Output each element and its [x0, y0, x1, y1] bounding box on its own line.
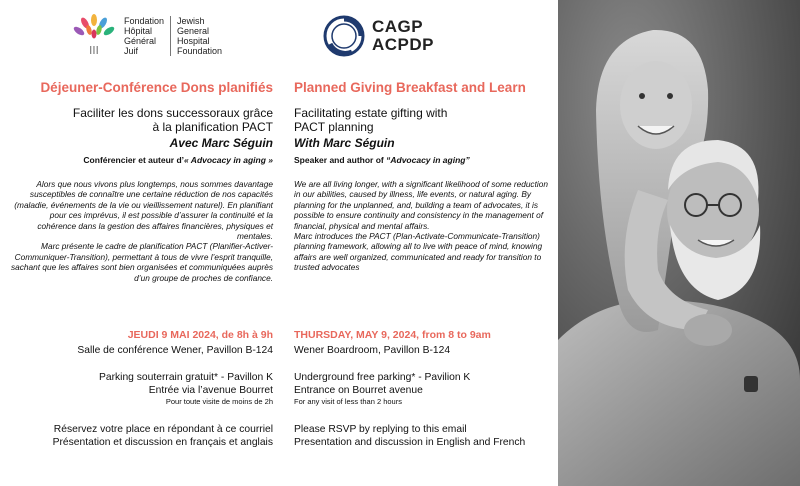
english-title: Planned Giving Breakfast and Learn	[294, 80, 526, 95]
french-location: Salle de conférence Wener, Pavillon B-124	[77, 345, 273, 356]
french-author-book: « Advocacy in aging »	[184, 155, 273, 165]
french-visit-note: Pour toute visite de moins de 2h	[165, 397, 273, 406]
cagp-line: CAGP	[372, 17, 424, 36]
french-author: Avec Marc Séguin	[169, 136, 273, 150]
french-subtitle-line-2: à la planification PACT	[152, 120, 273, 134]
french-column	[10, 80, 273, 283]
english-language: Presentation and discussion in English and French	[294, 437, 526, 448]
french-subtitle	[10, 106, 273, 134]
english-author-role	[294, 155, 554, 166]
french-language: Présentation et discussion en français et anglais	[52, 437, 273, 448]
french-entrance: Entrée via l’avenue Bourret	[148, 385, 273, 396]
english-entrance: Entrance on Bourret avenue	[294, 385, 423, 396]
french-rsvp: Réservez votre place en répondant à ce courriel	[53, 424, 273, 435]
grandfather-granddaughter-photo	[558, 0, 800, 486]
english-visit-note: For any visit of less than 2 hours	[294, 397, 402, 406]
french-subtitle-line-1: Faciliter les dons successoraux grâce	[72, 106, 273, 120]
english-author: With Marc Séguin	[294, 136, 395, 150]
logo-divider	[170, 16, 171, 56]
english-author-role-prefix: Speaker and author of	[294, 155, 387, 165]
fh-line-3: Général	[124, 36, 157, 46]
fh-tree-logo-icon	[70, 12, 118, 60]
fh-line-1: Fondation	[124, 16, 165, 26]
fh-line-4: Juif	[124, 46, 139, 56]
french-body-paragraph-1: Alors que nous vivons plus longtemps, nous sommes davantage susceptibles de connaître une certaine réduction de nos capacités (maladie, événements de la vie ou vieillissement naturel). En planifiant pour ces imprévus, il est possible d’assurer la continuité et la cohérence dans la gestion des affaires financières, physiques et mentales.	[14, 179, 273, 242]
english-body	[294, 179, 554, 273]
french-event-details	[10, 329, 273, 449]
english-column	[294, 80, 554, 273]
french-body-paragraph-2: Marc présente le cadre de planification PACT (Planifier-Activer-Communiquer-Transition), permettant à tous de vivre l’esprit tranquille, sachant que les affaires sont bien organisées et communiquées auprès d’un groupe de proches de confiance.	[11, 241, 273, 283]
english-body-paragraph-2: Marc introduces the PACT (Plan-Activate-Communicate-Transition) planning framework, allowing all to live with peace of mind, knowing affairs are well organized, communicated and ready for transition to trusted advocates	[294, 231, 543, 273]
jghf-line-2: General	[177, 26, 210, 36]
french-body	[10, 179, 273, 283]
english-parking: Underground free parking* - Pavilion K	[294, 372, 471, 383]
english-event-details	[294, 329, 554, 449]
acpdp-line: ACPDP	[372, 35, 435, 54]
french-title: Déjeuner-Conférence Dons planifiés	[40, 80, 273, 95]
english-subtitle-line-1: Facilitating estate gifting with	[294, 106, 448, 120]
french-author-role-prefix: Conférencier et auteur d’	[83, 155, 185, 165]
french-parking: Parking souterrain gratuit* - Pavillon K	[99, 372, 273, 383]
english-subtitle	[294, 106, 554, 134]
fh-logo	[70, 8, 270, 64]
french-author-role	[10, 155, 273, 166]
fh-logo-text-fr	[124, 16, 164, 56]
fh-line-2: Hôpital	[124, 26, 153, 36]
english-body-paragraph-1: We are all living longer, with a significant likelihood of some reduction in our abilities, caused by illness, life events, or natural aging. By planning for the unplanned, and, building a team of advocates, it is possible to ensure continuity and consistency in the management of financial, physical and mental affairs.	[294, 179, 548, 231]
french-date: JEUDI 9 MAI 2024, de 8h à 9h	[127, 329, 273, 341]
fh-logo-text-en	[177, 16, 222, 56]
cagp-logo	[322, 8, 482, 64]
jghf-line-3: Hospital	[177, 36, 210, 46]
cagp-ring-logo-icon	[322, 14, 366, 58]
english-rsvp: Please RSVP by replying to this email	[294, 424, 467, 435]
english-subtitle-line-2: PACT planning	[294, 120, 374, 134]
english-date: THURSDAY, MAY 9, 2024, from 8 to 9am	[294, 329, 491, 341]
cagp-logo-text	[372, 18, 434, 54]
english-location: Wener Boardroom, Pavillon B-124	[294, 345, 451, 356]
english-author-book: “Advocacy in aging”	[386, 155, 470, 165]
jghf-line-1: Jewish	[177, 16, 205, 26]
jghf-line-4: Foundation	[177, 46, 223, 56]
